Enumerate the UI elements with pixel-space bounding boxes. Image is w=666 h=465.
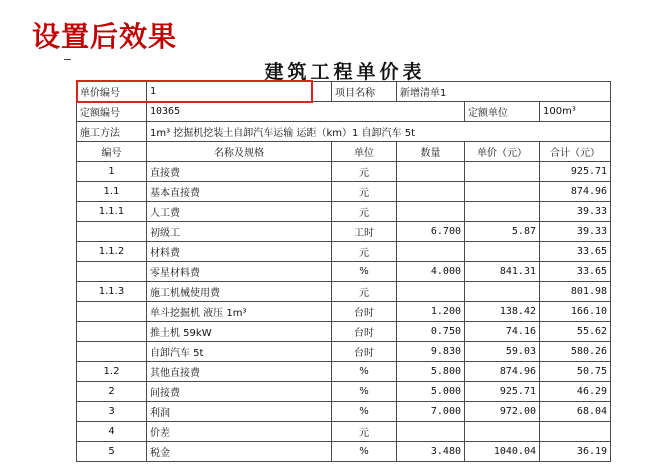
row-price[interactable]: 138.42	[465, 302, 540, 322]
row-qty[interactable]: 9.830	[397, 342, 465, 362]
page-headline: 设置后效果	[32, 20, 178, 53]
row-name[interactable]: 价差	[147, 422, 332, 442]
row-unit[interactable]: %	[332, 402, 397, 422]
col-header-qty: 数量	[397, 142, 465, 162]
page-mark	[64, 59, 71, 60]
row-qty[interactable]	[397, 162, 465, 182]
quota-unit-value[interactable]: 100m³	[540, 102, 611, 122]
row-code[interactable]	[77, 262, 147, 282]
info-row-quota	[77, 102, 611, 122]
row-unit[interactable]: 元	[332, 182, 397, 202]
row-price[interactable]: 59.03	[465, 342, 540, 362]
row-code[interactable]: 1.1.1	[77, 202, 147, 222]
row-unit[interactable]: 元	[332, 202, 397, 222]
row-price[interactable]: 841.31	[465, 262, 540, 282]
row-qty[interactable]: 5.800	[397, 362, 465, 382]
table-row	[77, 282, 611, 302]
row-unit[interactable]: %	[332, 262, 397, 282]
table-row	[77, 162, 611, 182]
row-name[interactable]: 其他直接费	[147, 362, 332, 382]
row-unit[interactable]: 元	[332, 282, 397, 302]
table-row	[77, 422, 611, 442]
row-qty[interactable]	[397, 242, 465, 262]
row-code[interactable]	[77, 322, 147, 342]
row-qty[interactable]: 0.750	[397, 322, 465, 342]
row-code[interactable]: 1.1	[77, 182, 147, 202]
row-total[interactable]: 801.98	[540, 282, 611, 302]
row-unit[interactable]: %	[332, 442, 397, 462]
table-row	[77, 402, 611, 422]
table-row	[77, 382, 611, 402]
row-code[interactable]: 3	[77, 402, 147, 422]
row-code[interactable]: 4	[77, 422, 147, 442]
col-header-unit: 单位	[332, 142, 397, 162]
table-row	[77, 342, 611, 362]
row-total[interactable]: 925.71	[540, 162, 611, 182]
table-row	[77, 202, 611, 222]
row-total[interactable]: 33.65	[540, 242, 611, 262]
row-name[interactable]: 利润	[147, 402, 332, 422]
row-unit[interactable]: 元	[332, 422, 397, 442]
row-price[interactable]	[465, 282, 540, 302]
sheet-title: 建筑工程单价表	[264, 61, 426, 83]
col-header-total: 合计（元）	[540, 142, 611, 162]
row-total[interactable]	[540, 422, 611, 442]
row-price[interactable]: 5.87	[465, 222, 540, 242]
row-total[interactable]: 874.96	[540, 182, 611, 202]
row-name[interactable]: 自卸汽车 5t	[147, 342, 332, 362]
row-code[interactable]: 1.1.3	[77, 282, 147, 302]
row-qty[interactable]	[397, 182, 465, 202]
row-unit[interactable]: %	[332, 362, 397, 382]
table-row	[77, 262, 611, 282]
item-name-value[interactable]: 新增清单1	[397, 82, 611, 102]
row-price[interactable]	[465, 422, 540, 442]
row-total[interactable]: 166.10	[540, 302, 611, 322]
row-total[interactable]: 580.26	[540, 342, 611, 362]
col-header-price: 单价（元）	[465, 142, 540, 162]
row-total[interactable]: 39.33	[540, 202, 611, 222]
row-qty[interactable]	[397, 202, 465, 222]
row-name[interactable]: 推土机 59kW	[147, 322, 332, 342]
row-unit[interactable]: 台时	[332, 322, 397, 342]
row-total[interactable]: 39.33	[540, 222, 611, 242]
row-name[interactable]: 材料费	[147, 242, 332, 262]
row-code[interactable]	[77, 302, 147, 322]
row-total[interactable]: 68.04	[540, 402, 611, 422]
row-price[interactable]: 925.71	[465, 382, 540, 402]
row-name[interactable]: 施工机械使用费	[147, 282, 332, 302]
row-qty[interactable]	[397, 282, 465, 302]
unit-no-label: 单价编号	[77, 82, 147, 102]
row-name[interactable]: 基本直接费	[147, 182, 332, 202]
row-code[interactable]: 2	[77, 382, 147, 402]
row-total[interactable]: 50.75	[540, 362, 611, 382]
row-qty[interactable]: 5.000	[397, 382, 465, 402]
row-price[interactable]	[465, 202, 540, 222]
row-price[interactable]: 1040.04	[465, 442, 540, 462]
table-row	[77, 442, 611, 462]
row-code[interactable]	[77, 342, 147, 362]
row-qty[interactable]: 7.000	[397, 402, 465, 422]
col-header-code: 编号	[77, 142, 147, 162]
row-total[interactable]: 36.19	[540, 442, 611, 462]
row-name[interactable]: 税金	[147, 442, 332, 462]
row-name[interactable]: 零星材料费	[147, 262, 332, 282]
row-name[interactable]: 人工费	[147, 202, 332, 222]
row-code[interactable]: 1.1.2	[77, 242, 147, 262]
row-price[interactable]	[465, 242, 540, 262]
table-row	[77, 222, 611, 242]
row-code[interactable]: 5	[77, 442, 147, 462]
table-row	[77, 182, 611, 202]
row-unit[interactable]: 元	[332, 162, 397, 182]
row-qty[interactable]: 3.480	[397, 442, 465, 462]
row-price[interactable]: 74.16	[465, 322, 540, 342]
info-row-method	[77, 122, 611, 142]
quota-no-label: 定额编号	[77, 102, 147, 122]
column-header-row	[77, 142, 611, 162]
row-qty[interactable]: 4.000	[397, 262, 465, 282]
row-name[interactable]: 初级工	[147, 222, 332, 242]
row-price[interactable]	[465, 182, 540, 202]
method-label: 施工方法	[77, 122, 147, 142]
row-name[interactable]: 间接费	[147, 382, 332, 402]
table-row	[77, 362, 611, 382]
table-row	[77, 302, 611, 322]
row-code[interactable]: 1.2	[77, 362, 147, 382]
quota-unit-label: 定额单位	[465, 102, 540, 122]
unit-price-table	[76, 81, 611, 462]
row-unit[interactable]: 工时	[332, 222, 397, 242]
row-unit[interactable]: 台时	[332, 342, 397, 362]
table-row	[77, 322, 611, 342]
row-name[interactable]: 单斗挖掘机 液压 1m³	[147, 302, 332, 322]
row-price[interactable]: 874.96	[465, 362, 540, 382]
method-value[interactable]: 1m³ 挖掘机挖装土自卸汽车运输 运距（km）1 自卸汽车 5t	[147, 122, 611, 142]
quota-no-value[interactable]: 10365	[147, 102, 465, 122]
row-unit[interactable]: 元	[332, 242, 397, 262]
row-qty[interactable]: 6.700	[397, 222, 465, 242]
row-qty[interactable]	[397, 422, 465, 442]
row-total[interactable]: 46.29	[540, 382, 611, 402]
unit-no-value[interactable]: 1	[147, 82, 332, 102]
row-code[interactable]: 1	[77, 162, 147, 182]
row-code[interactable]	[77, 222, 147, 242]
item-name-label: 项目名称	[332, 82, 397, 102]
row-total[interactable]: 55.62	[540, 322, 611, 342]
row-name[interactable]: 直接费	[147, 162, 332, 182]
row-total[interactable]: 33.65	[540, 262, 611, 282]
highlight-frame	[76, 80, 313, 103]
row-price[interactable]: 972.00	[465, 402, 540, 422]
table-row	[77, 242, 611, 262]
row-price[interactable]	[465, 162, 540, 182]
row-unit[interactable]: %	[332, 382, 397, 402]
row-unit[interactable]: 台时	[332, 302, 397, 322]
row-qty[interactable]: 1.200	[397, 302, 465, 322]
col-header-name: 名称及规格	[147, 142, 332, 162]
